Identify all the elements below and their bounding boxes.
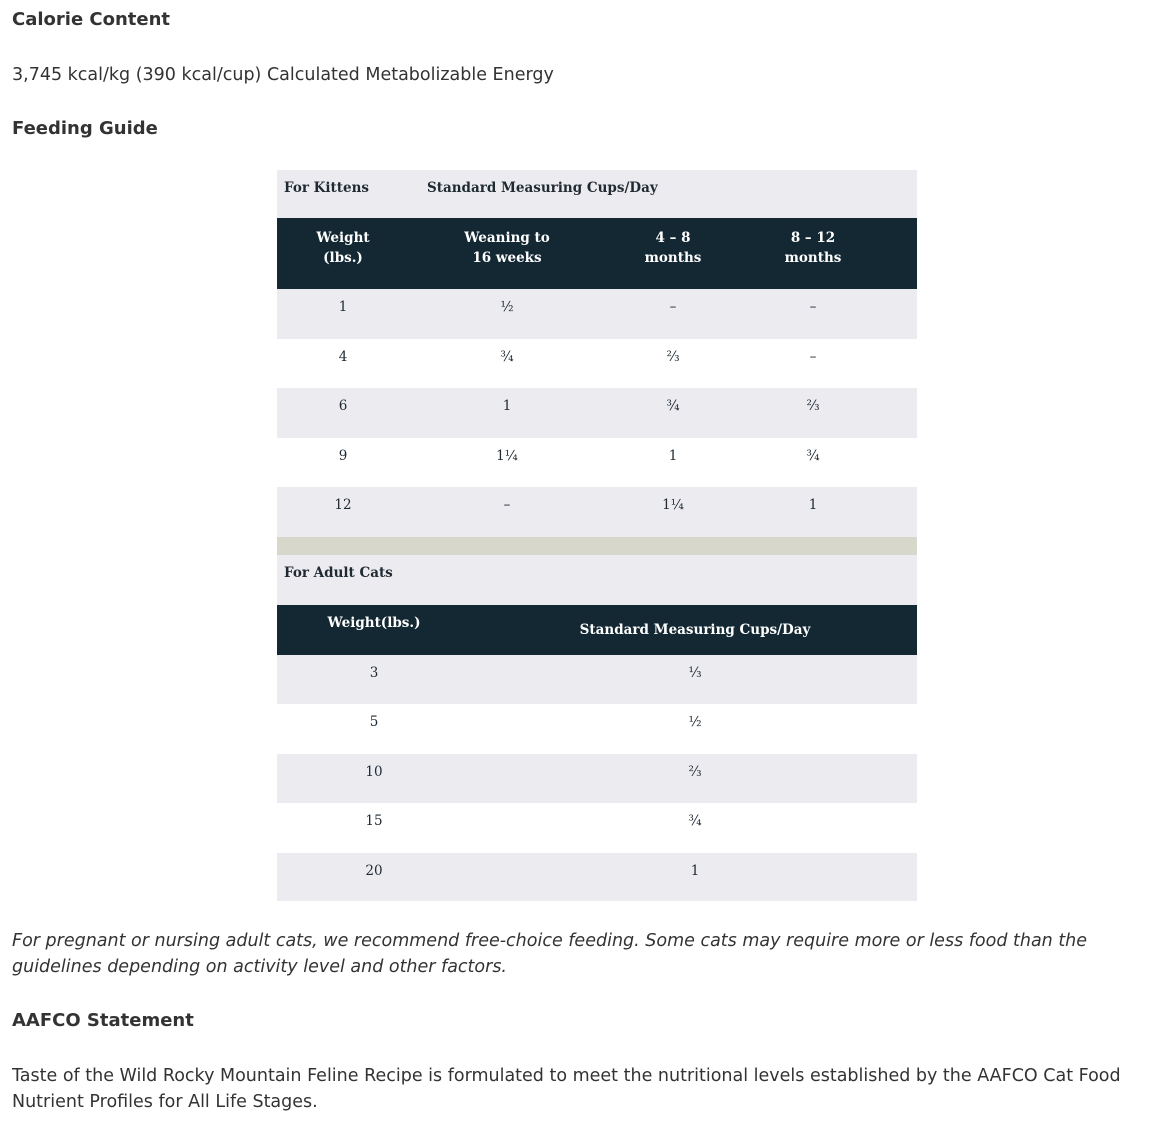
table-row bbox=[277, 803, 917, 853]
table-cell: ¾ bbox=[806, 448, 820, 464]
table-cell: ¾ bbox=[500, 349, 514, 365]
table-cell: ⅔ bbox=[666, 349, 680, 365]
table-cell: 5 bbox=[369, 714, 379, 730]
table-cell: – bbox=[669, 299, 677, 315]
table-cell: 3 bbox=[369, 665, 379, 681]
table-cell: 15 bbox=[365, 813, 383, 829]
calorie-content-heading: Calorie Content bbox=[12, 9, 171, 30]
table-cell: – bbox=[809, 299, 817, 315]
aafco-statement-heading: AAFCO Statement bbox=[12, 1010, 194, 1031]
calorie-content-text: 3,745 kcal/kg (390 kcal/cup) Calculated Metabolizable Energy bbox=[12, 65, 554, 85]
table-row bbox=[277, 704, 917, 754]
table-cell: 12 bbox=[334, 497, 352, 513]
table-cell: ¾ bbox=[688, 813, 702, 829]
feeding-guide-heading: Feeding Guide bbox=[12, 118, 158, 139]
adults-label: For Adult Cats bbox=[284, 565, 393, 581]
table-row bbox=[277, 487, 917, 537]
feeding-note-text: For pregnant or nursing adult cats, we recommend free-choice feeding. Some cats may require more or less food than the guidelines depending on activity level and other factors. bbox=[12, 931, 1088, 977]
adults-header-row bbox=[277, 605, 917, 655]
table-cell: 1¼ bbox=[496, 448, 518, 464]
table-row bbox=[277, 754, 917, 803]
feeding-guide-table bbox=[277, 170, 917, 901]
kittens-label-row bbox=[277, 170, 917, 218]
table-cell: – bbox=[809, 349, 817, 365]
table-cell: 1 bbox=[502, 398, 512, 414]
table-cell: – bbox=[503, 497, 511, 513]
table-cell: 6 bbox=[338, 398, 348, 414]
table-row bbox=[277, 339, 917, 388]
table-cell: 1 bbox=[690, 863, 700, 879]
adults-label-row bbox=[277, 555, 917, 605]
table-cell: 10 bbox=[365, 764, 383, 780]
table-row bbox=[277, 438, 917, 487]
table-cell: 1¼ bbox=[662, 497, 684, 513]
table-cell: ½ bbox=[500, 299, 514, 315]
kittens-label: For Kittens bbox=[284, 180, 370, 196]
adults-header-weight: Weight(lbs.) bbox=[327, 615, 421, 631]
table-row bbox=[277, 388, 917, 438]
table-row bbox=[277, 289, 917, 339]
section-separator bbox=[277, 537, 917, 555]
table-cell: 1 bbox=[668, 448, 678, 464]
table-cell: ⅔ bbox=[806, 398, 820, 414]
table-cell: ⅓ bbox=[688, 665, 702, 681]
kittens-header-row bbox=[277, 218, 917, 289]
table-cell: 1 bbox=[808, 497, 818, 513]
kittens-header-weaning: Weaning to 16 weeks bbox=[464, 230, 550, 266]
kittens-sublabel: Standard Measuring Cups/Day bbox=[427, 180, 658, 196]
table-cell: ¾ bbox=[666, 398, 680, 414]
table-row bbox=[277, 655, 917, 704]
aafco-statement-text: Taste of the Wild Rocky Mountain Feline Recipe is formulated to meet the nutritional levels established by the AAFCO Cat Food Nutrient Profiles for All Life Stages. bbox=[12, 1066, 1121, 1112]
kittens-header-weight: Weight (lbs.) bbox=[316, 230, 370, 266]
table-cell: 1 bbox=[338, 299, 348, 315]
kittens-header-4-8-months: 4 – 8 months bbox=[644, 230, 702, 266]
table-row bbox=[277, 853, 917, 901]
kittens-header-8-12-months: 8 – 12 months bbox=[784, 230, 842, 266]
table-cell: 9 bbox=[338, 448, 348, 464]
table-cell: ⅔ bbox=[688, 764, 702, 780]
table-cell: ½ bbox=[688, 714, 702, 730]
table-cell: 4 bbox=[338, 349, 348, 365]
adults-header-cups: Standard Measuring Cups/Day bbox=[579, 622, 811, 638]
table-cell: 20 bbox=[365, 863, 383, 879]
